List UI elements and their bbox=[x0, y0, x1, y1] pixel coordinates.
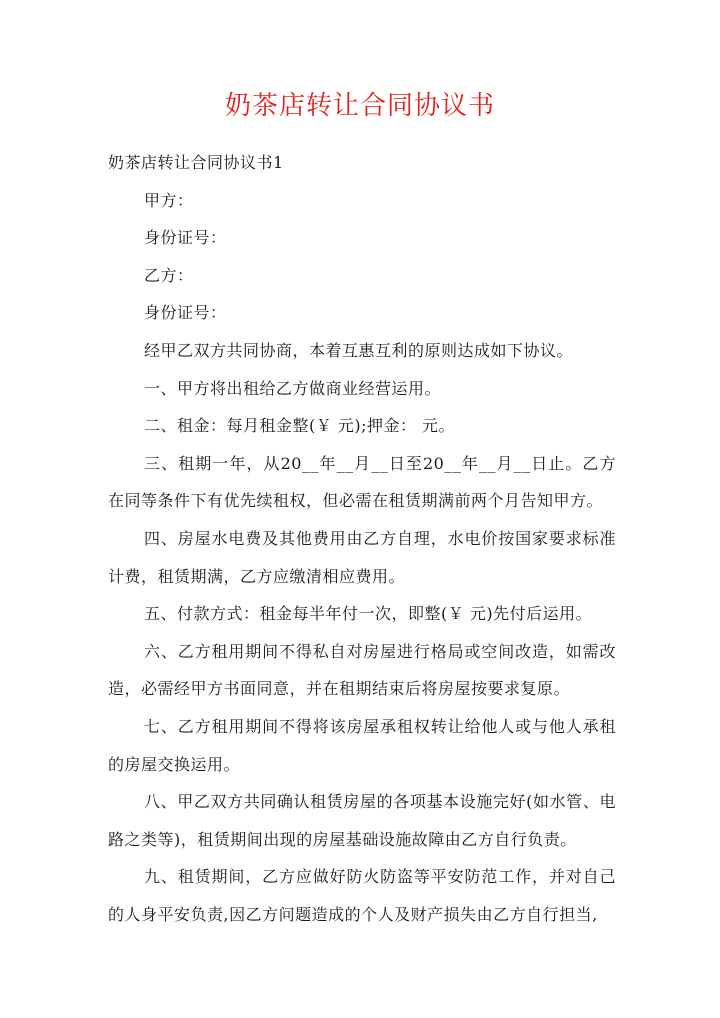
clause-9: 九、租赁期间，乙方应做好防火防盗等平安防范工作，并对自己的人身平安负责,因乙方问题造成的个人及财产损失由乙方自行担当, bbox=[108, 867, 616, 924]
party-b-line: 乙方： bbox=[144, 265, 194, 285]
document-body bbox=[108, 144, 616, 933]
document-title: 奶茶店转让合同协议书 bbox=[224, 91, 495, 121]
agreement-intro: 经甲乙双方共同协商，本着互惠互利的原则达成如下协议。 bbox=[144, 340, 574, 360]
clause-2: 二、租金：每月租金整(￥ 元);押金： 元。 bbox=[144, 416, 456, 436]
clause-8: 八、甲乙双方共同确认租赁房屋的各项基本设施完好(如水管、电路之类等)，租赁期间出现的房屋基础设施故障由乙方自行负责。 bbox=[108, 792, 616, 849]
clause-3: 三、租期一年，从20__年__月__日至20__年__月__日止。乙方在同等条件下有优先续租权，但必需在租赁期满前两个月告知甲方。 bbox=[108, 453, 616, 511]
clause-1: 一、甲方将出租给乙方做商业经营运用。 bbox=[144, 378, 442, 398]
document-subtitle: 奶茶店转让合同协议书1 bbox=[108, 153, 284, 172]
clause-6: 六、乙方租用期间不得私自对房屋进行格局或空间改造，如需改造，必需经甲方书面同意，并在租期结束后将房屋按要求复原。 bbox=[108, 641, 616, 699]
party-a-line: 甲方： bbox=[144, 190, 194, 210]
clause-7: 七、乙方租用期间不得将该房屋承租权转让给他人或与他人承租的房屋交换运用。 bbox=[108, 716, 616, 774]
party-a-id-line: 身份证号： bbox=[144, 228, 227, 248]
clause-4: 四、房屋水电费及其他费用由乙方自理，水电价按国家要求标准计费，租赁期满，乙方应缴清相应费用。 bbox=[108, 528, 616, 586]
party-b-id-line: 身份证号： bbox=[144, 303, 227, 323]
clause-5: 五、付款方式：租金每半年付一次，即整(￥ 元)先付后运用。 bbox=[144, 604, 593, 624]
